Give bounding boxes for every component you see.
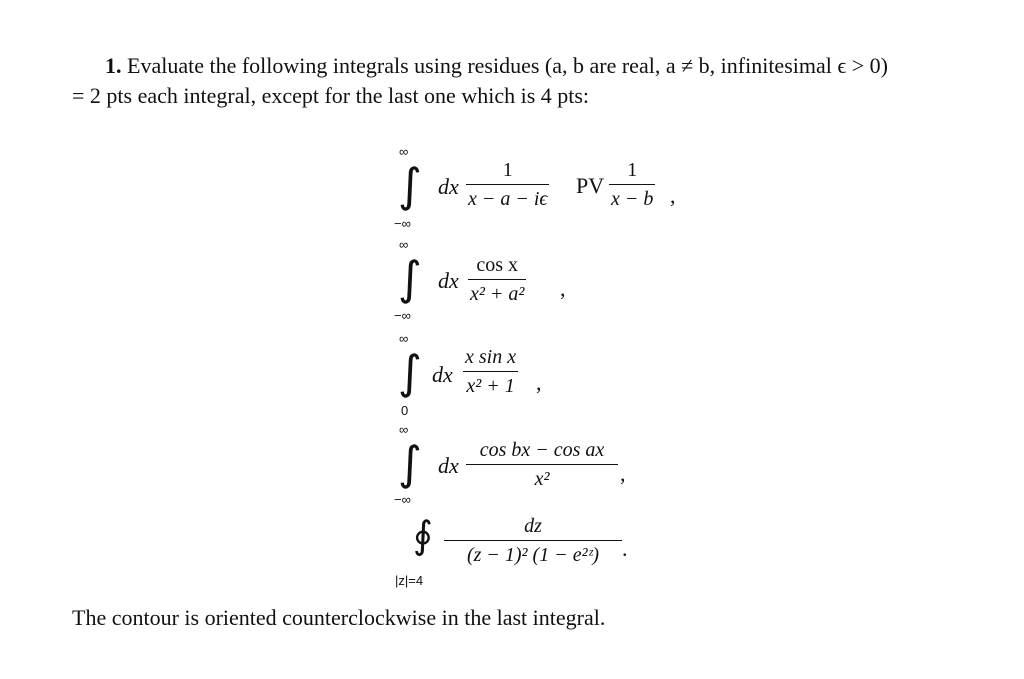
- integral-4-denominator: x²: [534, 468, 550, 490]
- integral-1-lower-limit: −∞: [394, 216, 411, 231]
- integral-4-upper-limit: ∞: [399, 422, 409, 437]
- integral-3-dx: dx: [432, 362, 453, 387]
- problem-text-line-1: Evaluate the following integrals using residues (a, b are real, a ≠ b, infinitesimal ϵ > 0): [127, 53, 888, 78]
- integral-5-numerator: dz: [524, 515, 542, 537]
- integral-5-punctuation: .: [622, 536, 628, 561]
- integral-5-denominator: (z − 1)² (1 − e²ᶻ): [466, 544, 600, 566]
- integral-2-fraction-bar: [468, 279, 526, 280]
- integral-1-numerator: 1: [502, 159, 513, 181]
- contour-orientation-note: The contour is oriented counterclockwise in the last integral.: [72, 605, 606, 630]
- integral-1-fraction: [466, 160, 549, 209]
- integral-5-fraction-bar: [444, 540, 622, 541]
- problem-line-1: [105, 55, 888, 77]
- problem-line-2: = 2 pts each integral, except for the last one which is 4 pts:: [72, 83, 590, 108]
- integral-1-dx: dx: [438, 174, 459, 199]
- integral-2-sign: ∫: [398, 251, 422, 305]
- contour-label: |z|=4: [395, 573, 424, 588]
- integral-4-fraction-bar: [466, 464, 618, 465]
- integral-4-punctuation: ,: [620, 461, 626, 486]
- integral-3-fraction-bar: [463, 371, 518, 372]
- integral-3-numerator: x sin x: [465, 346, 517, 368]
- integral-2-punctuation: ,: [560, 276, 566, 301]
- contour-integral-sign: ∮: [413, 513, 433, 557]
- integral-1-upper-limit: ∞: [399, 144, 409, 159]
- integral-1-pv-denominator: x − b: [611, 188, 654, 210]
- integral-3-punctuation: ,: [536, 370, 542, 395]
- integral-2-fraction: [468, 255, 526, 304]
- integral-3-denominator: x² + 1: [466, 375, 515, 397]
- integral-2-upper-limit: ∞: [399, 237, 409, 252]
- integral-4-fraction: [466, 440, 618, 489]
- integral-1-pv-fraction: [609, 160, 655, 209]
- integral-4-lower-limit: −∞: [394, 492, 411, 507]
- integral-3-sign: ∫: [398, 345, 422, 399]
- integral-1-pv-label: PV: [576, 173, 605, 198]
- integral-4-numerator: cos bx − cos ax: [479, 439, 605, 461]
- integral-1-pv-fraction-bar: [609, 184, 655, 185]
- integral-1-punctuation: ,: [670, 183, 676, 208]
- problem-number: 1.: [105, 53, 122, 78]
- integral-1-fraction-bar: [466, 184, 549, 185]
- integral-2-numerator: cos x: [476, 254, 519, 276]
- integral-3-fraction: [463, 347, 518, 396]
- integral-5-fraction: [444, 516, 622, 565]
- integral-3-upper-limit: ∞: [399, 331, 409, 346]
- integral-4-dx: dx: [438, 453, 459, 478]
- integral-1-denominator: x − a − iϵ: [468, 188, 548, 210]
- integral-2-lower-limit: −∞: [394, 308, 411, 323]
- integral-3-lower-limit: 0: [401, 403, 409, 418]
- integral-1-pv-numerator: 1: [627, 159, 638, 181]
- integral-1-sign: ∫: [398, 158, 422, 212]
- integral-2-denominator: x² + a²: [470, 283, 525, 305]
- integral-2-dx: dx: [438, 268, 459, 293]
- integral-4-sign: ∫: [398, 436, 422, 490]
